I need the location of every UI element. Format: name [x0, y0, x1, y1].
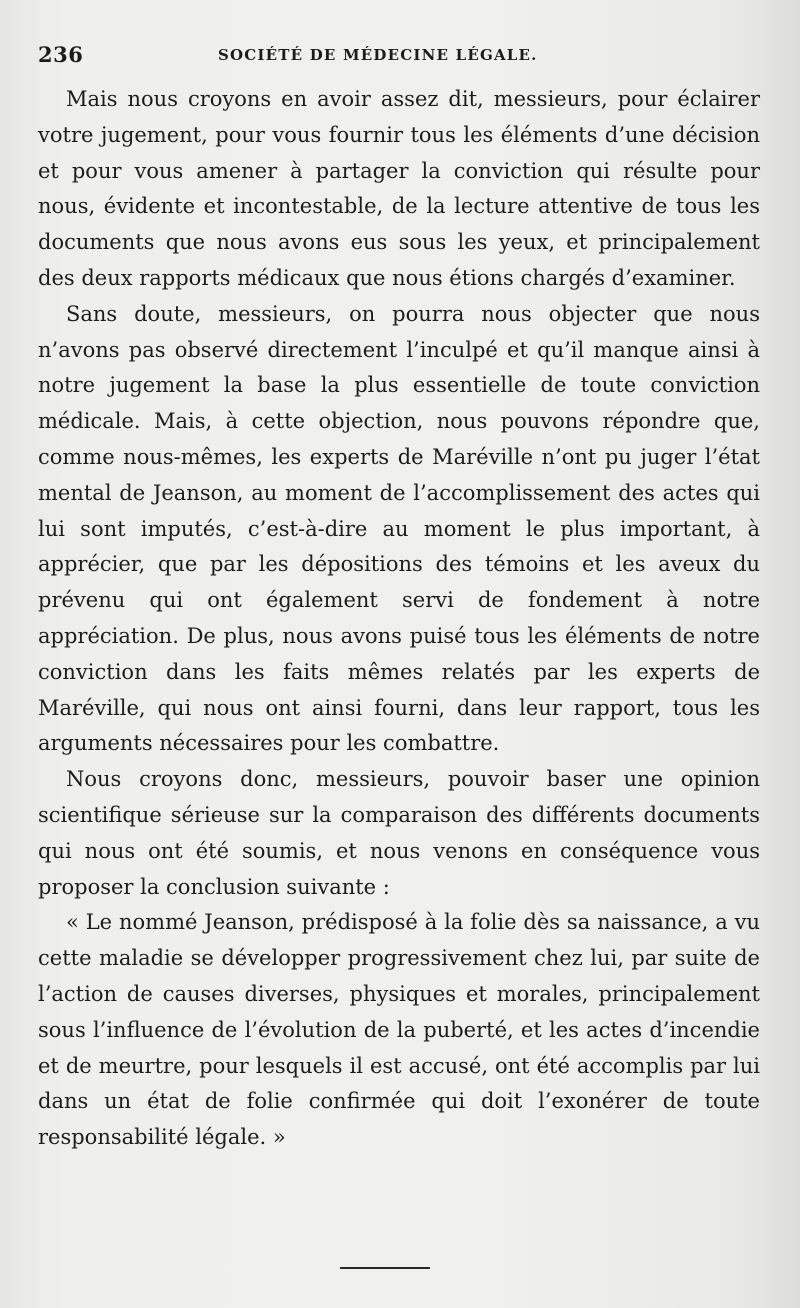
- closing-rule: [340, 1267, 430, 1269]
- paragraph: Mais nous croyons en avoir assez dit, messieurs, pour éclairer votre jugement, pour vous fournir tous les éléments d’une décision et pour vous amener à partager la conviction qui résulte pour nous, évidente et incontestable, de la lecture attentive de tous les documents que nous avons eus sous les yeux, et principalement des deux rapports médicaux que nous étions chargés d’examiner.: [38, 87, 760, 290]
- paragraph: « Le nommé Jeanson, prédisposé à la folie dès sa naissance, a vu cette maladie se développer progressivement chez lui, par suite de l’action de causes diverses, physiques et morales, principalement sous l’influence de l’évolution de la puberté, et les actes d’incendie et de meurtre, pour lesquels il est accusé, ont été accomplis par lui dans un état de folie confirmée qui doit l’exonérer de toute responsabilité légale. »: [38, 910, 760, 1150]
- page-number: 236: [38, 42, 84, 67]
- page-header: [38, 42, 750, 72]
- running-title: SOCIÉTÉ DE MÉDECINE LÉGALE.: [218, 46, 538, 64]
- body-text: [38, 82, 760, 1156]
- paragraph: Nous croyons donc, messieurs, pouvoir baser une opinion scientifique sérieuse sur la comparaison des différents documents qui nous ont été soumis, et nous venons en conséquence vous proposer la conclusion suivante :: [38, 767, 760, 899]
- paragraph: Sans doute, messieurs, on pourra nous objecter que nous n’avons pas observé directement l’inculpé et qu’il manque ainsi à notre jugement la base la plus essentielle de toute conviction médicale. Mais, à cette objection, nous pouvons répondre que, comme nous-mêmes, les experts de Maréville n’ont pu juger l’état mental de Jeanson, au moment de l’accomplissement des actes qui lui sont imputés, c’est-à-dire au moment le plus important, à apprécier, que par les dépositions des témoins et les aveux du prévenu qui ont également servi de fondement à notre appréciation. De plus, nous avons puisé tous les éléments de notre conviction dans les faits mêmes relatés par les experts de Maréville, qui nous ont ainsi fourni, dans leur rapport, tous les arguments nécessaires pour les combattre.: [38, 301, 760, 756]
